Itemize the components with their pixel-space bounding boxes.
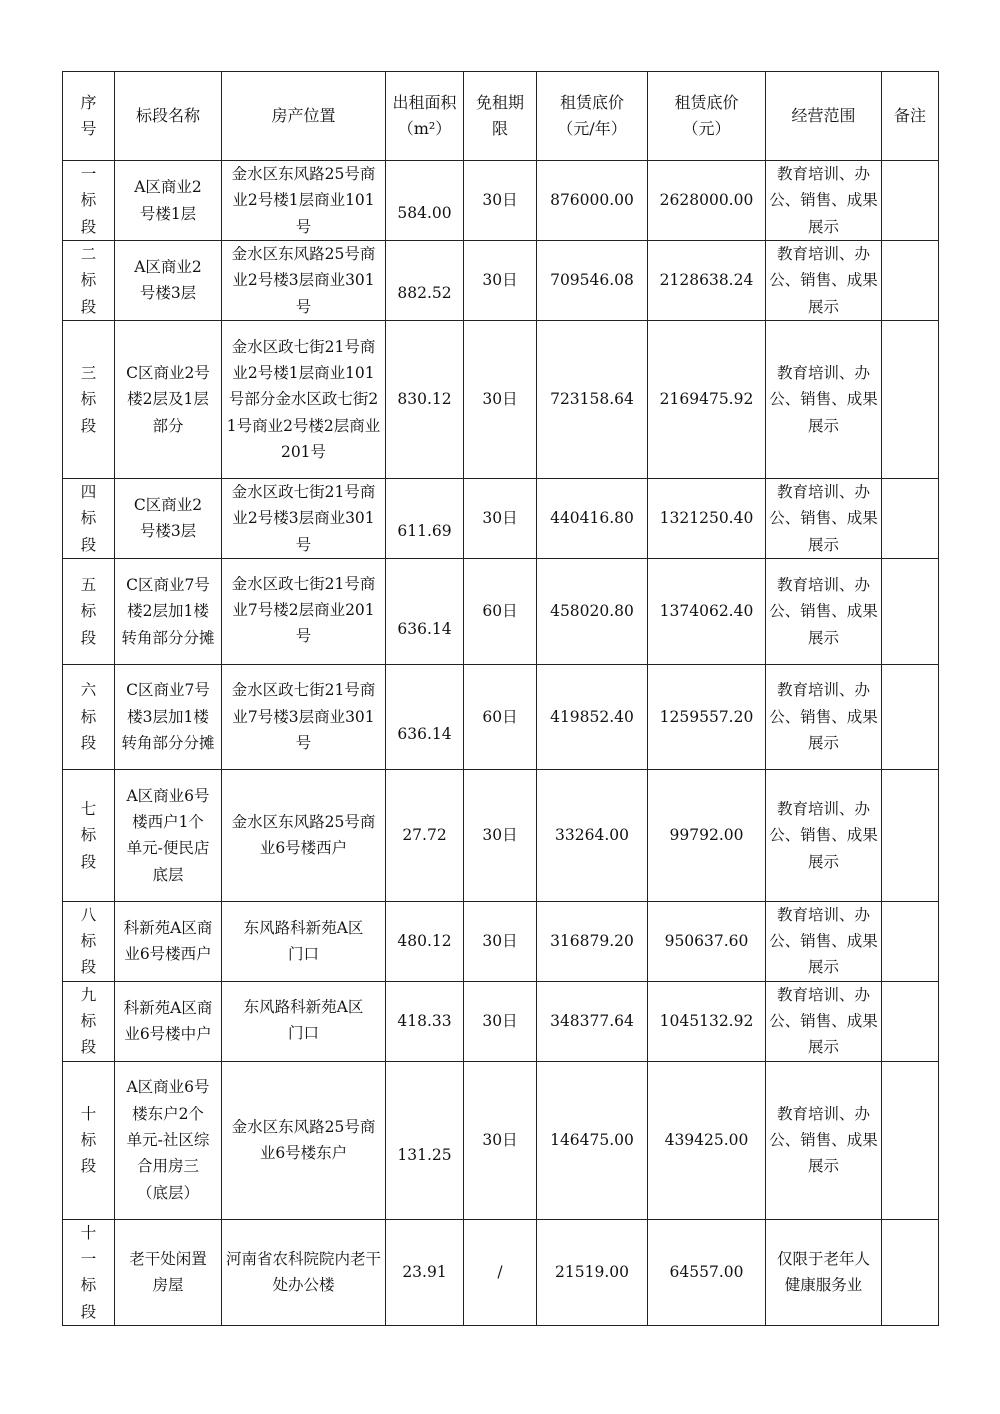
cell-price-total: 2128638.24 — [648, 241, 766, 321]
cell-seq: 十一标段 — [63, 1219, 115, 1325]
cell-location: 东风路科新苑A区门口 — [222, 901, 386, 981]
table-row — [63, 161, 939, 241]
cell-seq: 七标段 — [63, 769, 115, 901]
cell-name: C区商业2号楼2层及1层部分 — [115, 320, 222, 478]
cell-scope: 仅限于老年人健康服务业 — [766, 1219, 882, 1325]
cell-location: 金水区东风路25号商业6号楼西户 — [222, 769, 386, 901]
cell-area: 636.14 — [386, 558, 464, 664]
cell-price-total: 950637.60 — [648, 901, 766, 981]
cell-price-total: 64557.00 — [648, 1219, 766, 1325]
cell-remark — [882, 241, 939, 321]
cell-name: A区商业2号楼3层 — [115, 241, 222, 321]
cell-price-year: 723158.64 — [537, 320, 648, 478]
cell-scope: 教育培训、办公、销售、成果展示 — [766, 1061, 882, 1219]
lease-table — [62, 71, 939, 1326]
cell-scope: 教育培训、办公、销售、成果展示 — [766, 241, 882, 321]
cell-location: 东风路科新苑A区门口 — [222, 981, 386, 1061]
cell-location: 金水区政七街21号商业7号楼2层商业201号 — [222, 558, 386, 664]
header-name: 标段名称 — [115, 72, 222, 161]
cell-price-year: 21519.00 — [537, 1219, 648, 1325]
cell-price-year: 440416.80 — [537, 478, 648, 558]
cell-seq: 四标段 — [63, 478, 115, 558]
table-row — [63, 320, 939, 478]
cell-remark — [882, 981, 939, 1061]
cell-free: / — [464, 1219, 537, 1325]
cell-free: 60日 — [464, 558, 537, 664]
table-row — [63, 1219, 939, 1325]
cell-area: 418.33 — [386, 981, 464, 1061]
cell-free: 30日 — [464, 161, 537, 241]
cell-remark — [882, 478, 939, 558]
cell-name: A区商业6号楼西户1个单元-便民店底层 — [115, 769, 222, 901]
table-row — [63, 981, 939, 1061]
cell-scope: 教育培训、办公、销售、成果展示 — [766, 981, 882, 1061]
cell-name: 老干处闲置房屋 — [115, 1219, 222, 1325]
cell-area: 636.14 — [386, 664, 464, 769]
cell-price-total: 1045132.92 — [648, 981, 766, 1061]
cell-remark — [882, 161, 939, 241]
cell-price-year: 876000.00 — [537, 161, 648, 241]
table-row — [63, 1061, 939, 1219]
cell-scope: 教育培训、办公、销售、成果展示 — [766, 769, 882, 901]
cell-location: 金水区东风路25号商业2号楼3层商业301号 — [222, 241, 386, 321]
cell-area: 830.12 — [386, 320, 464, 478]
cell-seq: 八标段 — [63, 901, 115, 981]
cell-free: 60日 — [464, 664, 537, 769]
cell-area: 584.00 — [386, 161, 464, 241]
cell-price-year: 709546.08 — [537, 241, 648, 321]
cell-free: 30日 — [464, 478, 537, 558]
cell-seq: 二标段 — [63, 241, 115, 321]
cell-price-year: 348377.64 — [537, 981, 648, 1061]
cell-scope: 教育培训、办公、销售、成果展示 — [766, 320, 882, 478]
header-location: 房产位置 — [222, 72, 386, 161]
cell-location: 金水区东风路25号商业2号楼1层商业101号 — [222, 161, 386, 241]
cell-area: 131.25 — [386, 1061, 464, 1219]
cell-scope: 教育培训、办公、销售、成果展示 — [766, 664, 882, 769]
cell-area: 27.72 — [386, 769, 464, 901]
table-row — [63, 901, 939, 981]
header-free: 免租期限 — [464, 72, 537, 161]
cell-seq: 十标段 — [63, 1061, 115, 1219]
header-price-total: 租赁底价（元） — [648, 72, 766, 161]
cell-location: 金水区政七街21号商业2号楼1层商业101号部分金水区政七街21号商业2号楼2层商业201号 — [222, 320, 386, 478]
header-remark: 备注 — [882, 72, 939, 161]
cell-location: 金水区政七街21号商业7号楼3层商业301号 — [222, 664, 386, 769]
cell-price-total: 1374062.40 — [648, 558, 766, 664]
cell-price-total: 1321250.40 — [648, 478, 766, 558]
cell-remark — [882, 769, 939, 901]
cell-price-total: 2169475.92 — [648, 320, 766, 478]
cell-remark — [882, 1061, 939, 1219]
cell-scope: 教育培训、办公、销售、成果展示 — [766, 558, 882, 664]
cell-price-year: 33264.00 — [537, 769, 648, 901]
cell-scope: 教育培训、办公、销售、成果展示 — [766, 161, 882, 241]
cell-free: 30日 — [464, 241, 537, 321]
cell-area: 480.12 — [386, 901, 464, 981]
cell-name: 科新苑A区商业6号楼中户 — [115, 981, 222, 1061]
header-seq: 序号 — [63, 72, 115, 161]
cell-area: 882.52 — [386, 241, 464, 321]
cell-seq: 六标段 — [63, 664, 115, 769]
cell-remark — [882, 901, 939, 981]
header-row — [63, 72, 939, 161]
cell-name: C区商业7号楼3层加1楼转角部分分摊 — [115, 664, 222, 769]
cell-remark — [882, 558, 939, 664]
cell-remark — [882, 664, 939, 769]
header-area: 出租面积（m²） — [386, 72, 464, 161]
cell-name: A区商业6号楼东户2个单元-社区综合用房三（底层） — [115, 1061, 222, 1219]
cell-price-total: 1259557.20 — [648, 664, 766, 769]
cell-free: 30日 — [464, 901, 537, 981]
cell-remark — [882, 1219, 939, 1325]
cell-name: C区商业2号楼3层 — [115, 478, 222, 558]
cell-remark — [882, 320, 939, 478]
cell-price-year: 146475.00 — [537, 1061, 648, 1219]
cell-price-year: 458020.80 — [537, 558, 648, 664]
cell-free: 30日 — [464, 1061, 537, 1219]
cell-price-total: 2628000.00 — [648, 161, 766, 241]
table-row — [63, 769, 939, 901]
cell-free: 30日 — [464, 981, 537, 1061]
cell-price-year: 419852.40 — [537, 664, 648, 769]
cell-seq: 三标段 — [63, 320, 115, 478]
table-row — [63, 558, 939, 664]
cell-location: 河南省农科院院内老干处办公楼 — [222, 1219, 386, 1325]
cell-seq: 一标段 — [63, 161, 115, 241]
cell-location: 金水区政七街21号商业2号楼3层商业301号 — [222, 478, 386, 558]
cell-location: 金水区东风路25号商业6号楼东户 — [222, 1061, 386, 1219]
cell-area: 611.69 — [386, 478, 464, 558]
cell-scope: 教育培训、办公、销售、成果展示 — [766, 901, 882, 981]
table-row — [63, 241, 939, 321]
cell-scope: 教育培训、办公、销售、成果展示 — [766, 478, 882, 558]
cell-name: A区商业2号楼1层 — [115, 161, 222, 241]
cell-price-total: 439425.00 — [648, 1061, 766, 1219]
cell-name: C区商业7号楼2层加1楼转角部分分摊 — [115, 558, 222, 664]
cell-free: 30日 — [464, 769, 537, 901]
table-row — [63, 664, 939, 769]
header-scope: 经营范围 — [766, 72, 882, 161]
cell-free: 30日 — [464, 320, 537, 478]
cell-seq: 九标段 — [63, 981, 115, 1061]
header-price-year: 租赁底价（元/年） — [537, 72, 648, 161]
cell-seq: 五标段 — [63, 558, 115, 664]
cell-price-total: 99792.00 — [648, 769, 766, 901]
cell-price-year: 316879.20 — [537, 901, 648, 981]
cell-area: 23.91 — [386, 1219, 464, 1325]
cell-name: 科新苑A区商业6号楼西户 — [115, 901, 222, 981]
table-row — [63, 478, 939, 558]
